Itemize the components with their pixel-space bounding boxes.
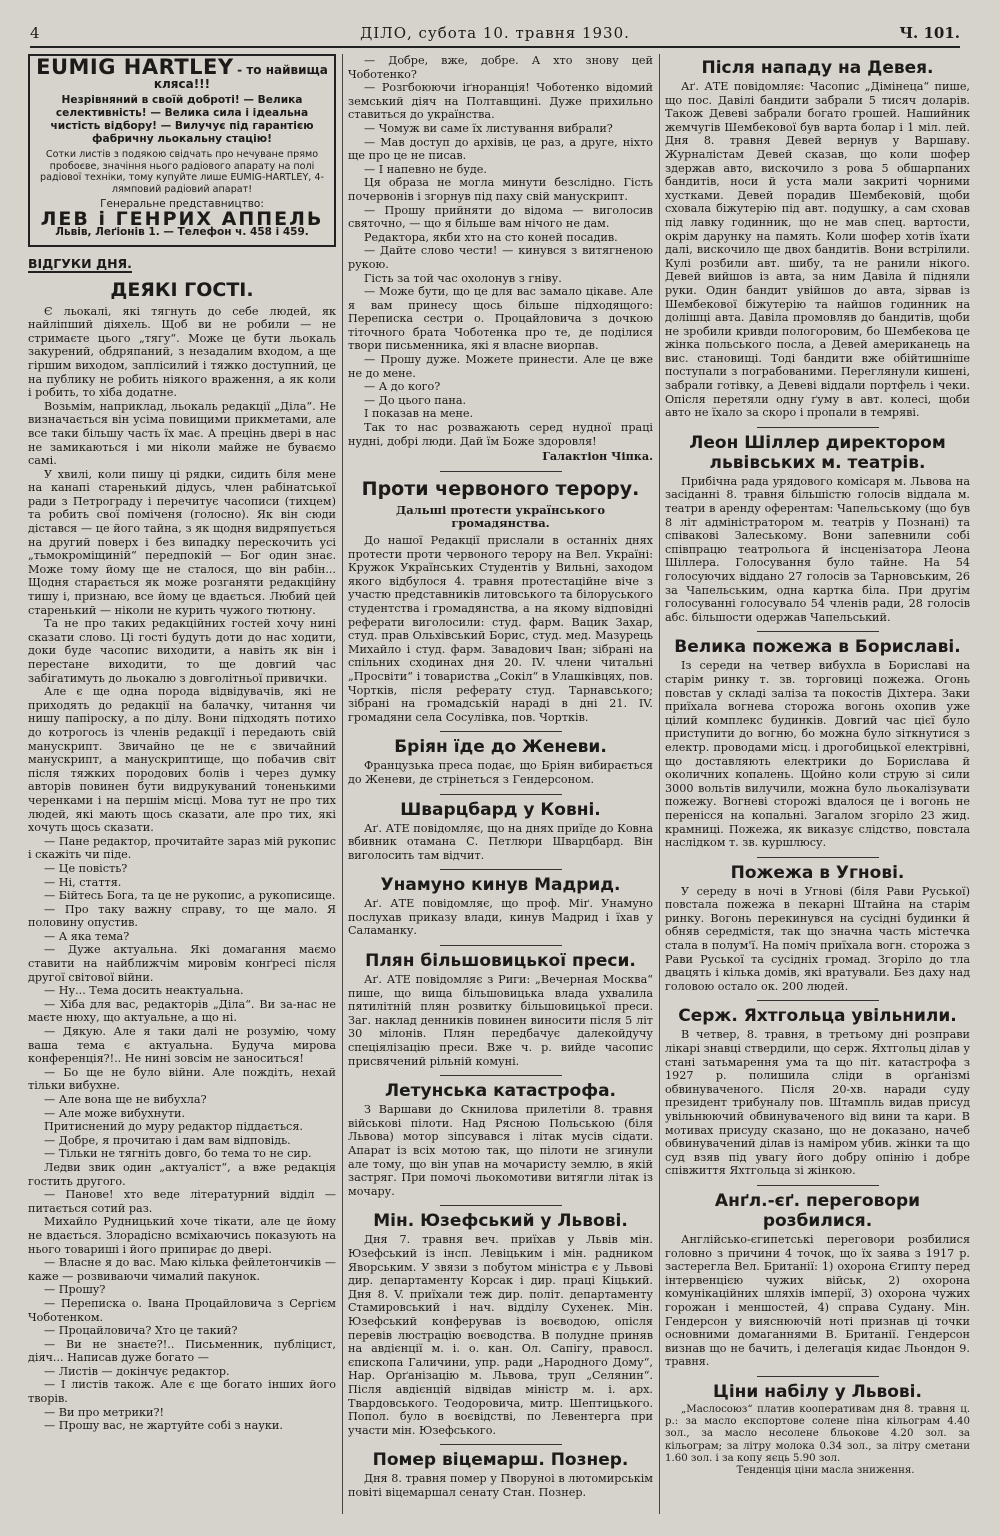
paragraph: — Ви не знаєте?!.. Письменник, публіцист, діяч... Написав дуже богато —: [28, 1337, 336, 1365]
paragraph: — Розгбоюючи іґноранція! Чоботенко відомий земський діяч на Полтавщині. Дуже прихильно ставиться до українства.: [348, 81, 653, 122]
separator: [440, 794, 562, 795]
page-header: [30, 20, 960, 48]
paragraph: У хвилі, коли пишу ці рядки, сидить біля мене на канапі старенький дідусь, член рабінатської ради з Петрограду і перечитує часописи (тихцем) та робить свої поміченя (голосно). Як він сюди дістався — це його тайна, з як щодня видряпується на другий поверх і без випадку перескочить усі „тьмокроміщиній“ передпокій — Бог один знає. Може тому йому ще не сталося, що він рабін... Щодня старається як може розганяти редакційну тишу і, признаю, все йому це вдається. Любий цей старенький — ніколи не курить чужого тютюну.: [28, 467, 336, 617]
rubric: ВІДГУКИ ДНЯ.: [28, 255, 132, 271]
article-body: У середу в ночі в Угнові (біля Рави Руської) повстала пожежа в пекарні Штайна на старім ринку. Вогонь перекинувся на сусідні будинки й обняв середмістя, так що значна часть містечка стала в полум'ї. На поміч приїхала вогн. сторожа з Рави Руської та сусідніх громад. Згоріло до тла двацять і кілька домів, які вратували. Без даху над головою остало ок. 200 людей.: [665, 884, 970, 993]
paragraph: І показав на мене.: [364, 407, 474, 421]
paragraph: — Власне я до вас. Маю кілька фейлетончиків — каже — розвиваючи чималий пакунок.: [28, 1256, 336, 1283]
article-signature: Галактіон Чіпка.: [542, 449, 653, 464]
separator: [757, 631, 879, 632]
separator: [440, 1205, 562, 1206]
paragraph: Та не про таких редакційних гостей хочу нині сказати слово. Ці гості будуть доти до нас ходити, доки буде часопис виходити, а навіть як він і перестане виходити, то ще довгий час забігатимуть до льокалю з довголітньої привички.: [28, 617, 336, 685]
paragraph: Є льокалі, які тягнуть до себе людей, як найліпший діяхель. Щоб ви не робили — не стримаєте цього „тягу“. Може це бути льокаль закурений, обдряпаний, з незадалим входом, а ще гіршим виходом, заплісилий і тяжко доступний, це на публику не робить ніякого враження, а як коли і робить, то хіба додатне.: [28, 304, 336, 400]
paragraph: — Прошу?: [44, 1283, 106, 1297]
paragraph: — Чомуж ви саме їх листування вибрали?: [364, 121, 613, 135]
paragraph: — І листів також. Але є ще богато інших його творів.: [28, 1378, 336, 1406]
paragraph: — Дайте слово чести! — кинувся з витягненою рукою.: [348, 244, 653, 271]
article-body: В четвер, 8. травня, в третьому дні розправи лікарі знавці ствердили, що серж. Яхтгольц ділав у стані затьмарення ума та що піт. катастрофа з 1927 р. полишила сліди в орґанізмі обвинуваченого. Після 20-хв. наради суду президент трибуналу пов. Штампль видав присуд увільнюючий обвинуваченого від вини та кари. В мотивах присуду сказано, що не доказано, начеб обвинувачений ділав із наміром убив. жінки та що суд взяв під увагу його добру опінію і добре співжиття Яхтгольца зі жінкою.: [665, 1028, 970, 1178]
article-body: [28, 305, 336, 1433]
paragraph: — Про таку важну справу, то ще мало. Я половину опустив.: [28, 902, 336, 930]
article-body: Англійсько-єгипетські переговори розбилися головно з причини 4 точок, що їх заява з 1917 р. застерегла Вел. Британії: 1) охорона Єгипту перед інтервенцією чужих військ, 2) охорона комунікаційних шляхів імперії, 3) охорона чужих горожан і меншостей, 4) справа Судану. Мін. Гендерсон у вияснюючій ноті признав ці точки основними домаганнями В. Британії. Гендерсон визнав що не бачить, і делегація кидає Льондон 9. травня.: [665, 1232, 970, 1369]
separator: [757, 1185, 879, 1186]
paragraph: — Дуже актуальна. Які домагання маємо ставити на найближчім мировім конґресі після другої світової війни.: [28, 943, 336, 984]
separator: [440, 471, 562, 472]
paragraph: — Це повість?: [44, 861, 128, 875]
paragraph: Так то нас розважають серед нудної праці нудні, добрі люди. Дай їм Боже здоровля!: [348, 421, 653, 448]
article-title: Велика пожежа в Бориславі.: [674, 637, 961, 658]
ad-claims: Незрівняний в своїй доброті! — Велика селективність! — Велика сила і ідеальна чистість відбору! — Вилучує під гарантією фабричну льокальну стацію!: [50, 94, 314, 146]
article-body: Дня 7. травня веч. приїхав у Львів мін. Юзефський із інсп. Левіцьким і мін. радником Яворським. У звязи з побутом міністра є у Львові дир. департаменту Корсак і дир. праці Кіцький. Дня 8. V. приїхали теж дир. політ. департаменту Стамировський і нач. відділу Сухенек. Мін. Юзефський конферував із воєводою, опісля перевів люстрацію воєводства. В полудне приняв на авдієнції м. і. о. кан. Ол. Сапігу, правосл. єпископа Галичини, упр. ради „Народного Дому“, Нар. Орґанізацію м. Львова, труп „Селянин“. Після авдієнцій відвідав міністр м. і. арх. Твардовського. Теодоровича, митр. Шептицького. Попол. було в воєвідстві, по Левентерга при участи мін. Юзефського.: [348, 1233, 653, 1437]
article-subtitle: Дальші протести українського громадянства.: [396, 502, 605, 531]
column-2: [348, 54, 653, 1524]
paragraph: Притиснений до муру редактор піддається.: [44, 1120, 303, 1134]
separator: [440, 1444, 562, 1445]
article-body: Прибічна рада урядового комісаря м. Львова на засіданні 8. травня більшістю голосів віддала м. театри в аренду оферентам: Чапельському (що був 8 літ адміністратором м. театрів у Познані) та співакові Залеському. Вони запевнили собі співпрацю театрольога й інсценізатора Леона Шіллера. Голосування було тайне. На 54 голосуючих віддано 27 голосів за Тарновським, 26 за Чапельським, одна картка біла. При другім голосуванні голосувало 54 членів ради, 28 голосів абс. більшости одержав Чапельський.: [665, 474, 970, 624]
article-title: Пожежа в Угнові.: [730, 862, 905, 883]
article-body: Аґ. АТЕ повідомляє з Риги: „Вечерная Москва“ пише, що вища більшовицька влада ухвалила пятилітній плян розвитку більшовицької преси. Заг. наклад денників повинен виносити після 5 літ 30 мілонів. Плян передбачує далекойдучу спеціялізацію преси. Вже ч. р. вийде часопис присвячений рільній комуні.: [348, 973, 653, 1068]
article-body: „Маслосоюз“ платив кооперативам дня 8. травня ц. р.: за масло експортове солене піна кільограм 4.40 зол., за масло несолене бльокове 4.20 зол. за кільограм; за літру молока 0.34 зол., за літру сметани 1.60 зол. і за копу яєць 5.90 зол.: [665, 1403, 970, 1464]
separator: [440, 945, 562, 946]
article-title: Після нападу на Девея.: [701, 58, 934, 78]
article-body: Аґ. АТЕ повідомляє, що проф. Міґ. Унамуно послухав приказу влади, кинув Мадрид і їхав у Саламанку.: [348, 897, 653, 938]
article-title: Бріян їде до Женеви.: [394, 737, 607, 758]
article-title: Шварцбард у Ковні.: [400, 799, 601, 820]
paragraph: — Мав доступ до архівів, це раз, а друге, ніхто ще про це не писав.: [348, 135, 653, 163]
paragraph: — Але може вибухнути.: [44, 1106, 186, 1120]
article-body: Аґ. АТЕ повідомляє, що на днях приїде до Ковна вбивник отамана С. Петлюри Шварцбард. Він виголосить там відчит.: [348, 821, 653, 862]
paragraph: — Пане редактор, прочитайте зараз мій рукопис і скажіть чи піде.: [28, 834, 336, 862]
article-body: Французька преса подає, що Бріян вибирається до Женеви, де стрінеться з Гендерсоном.: [348, 759, 653, 786]
column-3: [665, 54, 970, 1524]
ad-representative-label: Генеральне представництво:: [100, 198, 264, 211]
article-title: Анґл.-єґ. переговори розбилися.: [714, 1190, 921, 1231]
advertisement: [28, 54, 336, 247]
article-title: Мін. Юзефський у Львові.: [373, 1211, 628, 1232]
paragraph: Але є ще одна порода відвідувачів, які не приходять до редакції на балачку, читання чи нишу папіроску, а по ділу. Вони підходять потихо до котрогось із членів редакції і передають свій манускрипт. Звичайно це не є звичайний манускрипт, а манускриптище, що побачив світ після тяжких породових болів і через думку авторів повинен бути видрукуваний тоненькими черенками і на першім місці. Мова тут не про тих людей, які мають щось сказати, але про тих, які хочуть щось сказати.: [28, 685, 336, 835]
article-title: ДЕЯКІ ГОСТІ.: [110, 278, 254, 301]
article-title: Унамуно кинув Мадрид.: [380, 875, 621, 896]
article-title: Помер віцемарш. Познер.: [372, 1450, 629, 1471]
issue-number: Ч. 101.: [899, 24, 960, 42]
paragraph: — Прошу прийняти до відома — виголосив святочно, — що я більше вам нічого не дам.: [348, 203, 653, 231]
paragraph: — Бо ще не було війни. Але пождіть, нехай тільки вибухне.: [28, 1065, 336, 1093]
article-continuation: [348, 54, 653, 448]
article-title: Леон Шіллер директором львівських м. театрів.: [689, 432, 946, 473]
ad-tagline: - то найвища кляса!!!: [153, 63, 328, 91]
separator: [757, 857, 879, 858]
page-number: 4: [30, 24, 40, 42]
paragraph: — Тільки не тягніть довго, бо тема то не сир.: [44, 1147, 312, 1161]
paragraph: — Добре, я прочитаю і дам вам відповідь.: [44, 1133, 291, 1147]
paragraph: — Ні, стаття.: [44, 875, 122, 889]
separator: [440, 869, 562, 870]
column-divider: [659, 54, 660, 1514]
paragraph: — До цього пана.: [364, 393, 467, 407]
paragraph: — Може бути, що це для вас замало цікаве. Але я вам принесу щось більше підходящого: Переписка сестри о. Процайловича з дочкою тіточного брата Чоботенка про те, де поділися твори письменника, які я власне виорпав.: [348, 285, 653, 353]
article-title: Ціни набілу у Львові.: [713, 1381, 922, 1402]
column-divider: [342, 54, 343, 1514]
paragraph: — Ну... Тема досить неактуальна.: [44, 984, 244, 998]
separator: [440, 1075, 562, 1076]
paragraph: — І напевно не буде.: [364, 162, 487, 176]
paragraph: Михайло Рудницький хоче тікати, але це йому не вдається. Злорадісно всміхаючись показують на нього товариші і його припирає до двері.: [28, 1215, 336, 1256]
article-title: Проти червоного терору.: [361, 477, 640, 500]
article-body: З Варшави до Скнилова прилетіли 8. травня військові пілоти. Над Рясною Польською (біля Львова) мотор зіпсувався і літак мусів сідати. Апарат із всіх мотою так, що пілоти не згинули але тому, що він упав на мочаристу землю, в якій застряг. При помочі льокомотиви витягли літак із мочару.: [348, 1103, 653, 1198]
article-note: Тенденція ціни масла зниження.: [736, 1464, 915, 1476]
article-title: Серж. Яхтгольца увільнили.: [678, 1006, 957, 1027]
separator: [440, 731, 562, 732]
paragraph: Редактора, якби хто на сто коней посадив.: [364, 230, 618, 244]
separator: [757, 1376, 879, 1377]
separator: [757, 427, 879, 428]
paragraph: — Добре, вже, добре. А хто знову цей Чоботенко?: [348, 54, 653, 81]
paragraph: — А яка тема?: [44, 929, 130, 943]
paragraph: — Бійтесь Бога, та це не рукопис, а рукописище.: [44, 889, 336, 903]
article-title: Летунська катастрофа.: [385, 1081, 616, 1102]
paragraph: — Листів — докінчує редактор.: [44, 1364, 230, 1378]
paragraph: — Панове! хто веде літературний відділ — питається сотий раз.: [28, 1188, 336, 1215]
paragraph: — Хіба для вас, редакторів „Діла“. Ви за-нас не маєте нюху, що актуальне, а що ні.: [28, 997, 336, 1025]
article-body: Аґ. АТЕ повідомляє: Часопис „Дімінеца“ пише, що пос. Давілі бандити забрали 5 тисяч доларів. Також Девеві забрали богато грошей. Нашийник жемчугів Шембекової був варта болар і 1 міл. лей. Дня 8. травня Девей вернув у Варшаву. Журналістам Девей сказав, що коли шофер здержав авто, вискочило з рова 5 обшарпаних бандитів, носи й уста мали закриті чорними хустками. Девей порадив Шембековій, щоби сховала біжутерію під авт. подушку, а сам сховав під лавку годинник, що не мав спец. вартости, окрім дарунку на память. Коли шофер хотів їхати далі, вискочило ще двох бандитів. Вони встрілили. Кулі розбили авт. шибу, та не ранили нікого. Девей вийшов із авта, за ним Давіла й підняли руки. Один бандит увійшов до авта, зірвав із Шембекової біжутерію та найшов годинник на долішці авта. Давіла промовляв до бандитів, щоби не зробили кривди пологоровим, бо Шембекова це жінка польського посла, а Девей американець на вис. становищі. Тоді бандити вже обійтишніше поступали з пограбованими. Переглянули кишені, забрали готівку, а Девеві віддали портфель і чеки. Опісля перетяли одну ґуму в авт. колесі, щоби авто не їхало за скоро і пропали в темряві.: [665, 80, 970, 420]
paragraph: Возьмім, наприклад, льокаль редакції „Діла“. Не визначається він усіма повищими прикметами, але все таки більшу часть їх має. А прецінь двері в нас не замикаються і ми ніколи майже не буваємо самі.: [28, 399, 336, 468]
paragraph: — Прошу дуже. Можете принести. Але це вже не до мене.: [348, 353, 653, 380]
article-body: До нашої Редакції прислали в останніх днях протести проти червоного терору на Вел. Україні: Кружок Українських Студентів у Вильні, заходом якого відбулося 4. травня протестаційне віче з участю представників литовського та білоруського студентства і громадянства, а на якому відповідні реферати виголосили: студ. фарм. Вацик Захар, студ. прав Ольхівський Борис, студ. мед. Мазурець Михайло і студ. фарм. Завадович Іван; зібрані на спільних сходинах дня 20. IV. члени читальні „Просвіти“ і товариства „Сокіл“ в Улашківцях, пов. Чортків, після реферату студ. Тарнавського; зібрані на громадській нараді в дні 21. IV. громадяни села Сосулівка, пов. Чортків.: [348, 534, 653, 724]
paragraph: — Але вона ще не вибухла?: [44, 1093, 207, 1106]
paragraph: — Дякую. Але я таки далі не розумію, чому ваша тема є актуальна. Будуча мирова конференція?!.. Не нині зовсім не заноситься!: [28, 1025, 336, 1066]
article-body: Із середи на четвер вибухла в Бориславі на старім ринку т. зв. торговиці пожежа. Огонь повстав у складі заліза та покостів Діхтера. Заки приїхала вогнева сторожа вогонь охопив уже цілий комплекс будинків. Довгий час цієї було приступити до вогню, бо можна було зіткнутися з електр. проводами місц. і дрогобицької електрівні, що доставляють електрики до Борислава й околичних копалень. Щойно коли струю зі сили 3000 вольтів вилучили, можна було льокалізувати пожежу. Вогневі сторожі вдалося це і вогонь не перенісся на копальні. Загалом згоріло 23 жид. крамниці. Пожежа, як виказує слідство, повстала наслідком т. зв. куршлюсу.: [665, 659, 970, 850]
article-body: Дня 8. травня помер у Пворуноі в лютомирськім повіті віцемаршал сенату Стан. Познер.: [348, 1472, 653, 1499]
paragraph: — Процайловича? Хто це такий?: [44, 1324, 238, 1338]
article-title: Плян більшовицької преси.: [365, 951, 636, 972]
paragraph: — Переписка о. Івана Процайловича з Сергієм Чоботенком.: [28, 1296, 336, 1324]
paragraph: Гість за той час охолонув з гніву.: [364, 271, 562, 285]
ad-brand: EUMIG HARTLEY: [36, 55, 234, 79]
paragraph: — Прошу вас, не жартуйте собі з науки.: [44, 1419, 283, 1433]
separator: [757, 1000, 879, 1001]
column-1: [28, 54, 336, 1524]
paragraph: — А до кого?: [364, 380, 441, 394]
ad-body: Сотки листів з подякою свідчать про нечуване прямо пробоєве, значіння нього радіового апарату на полі радіової техніки, тому купуйте лише EUMIG-HARTLEY, 4-лямповий радіовий апарат!: [40, 149, 324, 195]
paragraph: Ця образа не могла минути безслідно. Гість почервонів і згорнув під паху свій манускрипт.: [348, 176, 653, 203]
ad-address: Львів, Леґіонів 1. — Телефон ч. 458 і 459.: [55, 226, 309, 239]
paragraph: Ледви звик один „актуаліст“, а вже редакція гостить другого.: [28, 1160, 336, 1188]
masthead: ДІЛО, субота 10. травня 1930.: [360, 24, 630, 42]
paragraph: — Ви про метрики?!: [44, 1405, 164, 1419]
ad-firm: ЛЕВ і ГЕНРИХ АППЕЛЬ: [40, 207, 324, 230]
